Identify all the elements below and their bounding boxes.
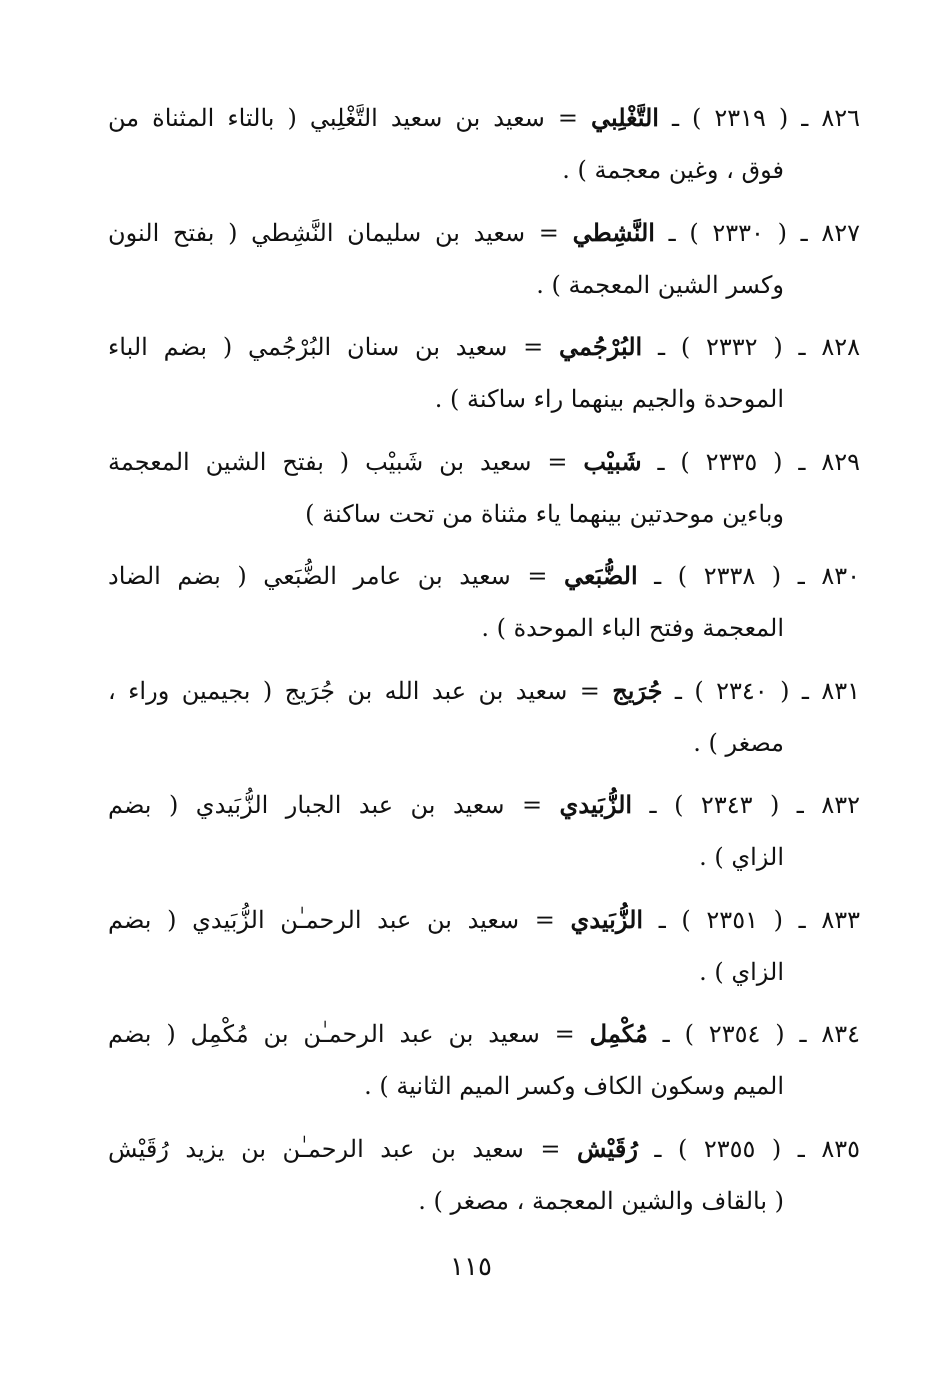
entry-line-1: ٨٢٦ ـ ( ٢٣١٩ ) ـ التَّغْلِبي = سعيد بن سعيد التَّغْلِبي ( بالتاء المثناة من bbox=[108, 103, 860, 132]
entry-text: = سعيد بن سليمان النَّشِطي ( بفتح النون bbox=[108, 218, 559, 247]
entry-continuation: المعجمة وفتح الباء الموحدة ) . bbox=[481, 614, 784, 642]
entry-continuation: ( بالقاف والشين المعجمة ، مصغر ) . bbox=[418, 1186, 784, 1215]
nisba-heading: التَّغْلِبي bbox=[590, 103, 659, 132]
nisba-heading: جُرَيج bbox=[612, 675, 663, 705]
entry-line-1: ٨٢٧ ـ ( ٢٣٣٠ ) ـ النَّشِطي = سعيد بن سليمان النَّشِطي ( بفتح النون bbox=[108, 217, 861, 247]
entry bbox=[108, 1123, 860, 1238]
entry-number: ٨٣٢ bbox=[821, 791, 860, 819]
nisba-heading: رُقَيْش bbox=[577, 1133, 638, 1163]
entry-number: ٨٣٠ bbox=[821, 562, 860, 590]
reference-number: ( ٢٣٤٣ ) bbox=[674, 791, 780, 819]
entry-text: = سعيد بن سعيد التَّغْلِبي ( بالتاء المثناة من bbox=[108, 104, 578, 132]
entry bbox=[108, 665, 860, 780]
entry-line-1: ٨٣٠ ـ ( ٢٣٣٨ ) ـ الضُّبَعي = سعيد بن عامر الضُّبَعي ( بضم الضاد bbox=[108, 561, 860, 590]
entry bbox=[108, 779, 860, 894]
entry-continuation: وكسر الشين المعجمة ) . bbox=[536, 270, 784, 299]
entry-line-1: ٨٢٩ ـ ( ٢٣٣٥ ) ـ شَبيْب = سعيد بن شَبيْب ( بفتح الشين المعجمة bbox=[108, 446, 860, 476]
entry-text: = سعيد بن عبد الرحمـٰن بن مُكْمِل ( بضم bbox=[108, 1020, 575, 1048]
entry-text: = سعيد بن عبد الجبار الزُّبَيدي ( بضم bbox=[108, 791, 543, 819]
reference-number: ( ٢٣٤٠ ) bbox=[694, 676, 790, 705]
entry-text: = سعيد بن عبد الرحمـٰن الزُّبَيدي ( بضم bbox=[108, 905, 555, 934]
reference-number: ( ٢٣٣٢ ) bbox=[680, 333, 783, 361]
entry-continuation: مصغر ) . bbox=[693, 728, 784, 757]
entry-continuation: فوق ، وغين معجمة ) . bbox=[562, 156, 784, 184]
entry-continuation: الزاي ) . bbox=[699, 957, 784, 986]
entry-continuation: الميم وسكون الكاف وكسر الميم الثانية ) . bbox=[364, 1072, 784, 1100]
entry-text: = سعيد بن عبد الله بن جُرَيج ( بجيمين وراء ، bbox=[108, 676, 600, 705]
nisba-heading: النَّشِطي bbox=[572, 217, 655, 247]
entry-number: ٨٢٦ bbox=[821, 104, 860, 132]
entry bbox=[108, 1008, 860, 1123]
entry-number: ٨٢٧ bbox=[821, 218, 861, 247]
page-number: ١١٥ bbox=[450, 1252, 492, 1282]
entry bbox=[108, 92, 860, 207]
entry-continuation: الموحدة والجيم بينهما راء ساكنة ) . bbox=[434, 385, 784, 413]
entry-text: = سعيد بن شَبيْب ( بفتح الشين المعجمة bbox=[108, 447, 568, 476]
nisba-heading: الزُّبَيدي bbox=[570, 904, 644, 934]
entry-text: = سعيد بن سنان البُرْجُمي ( بضم الباء bbox=[108, 333, 544, 361]
reference-number: ( ٢٣٥٥ ) bbox=[677, 1134, 782, 1163]
nisba-heading: الضُّبَعي bbox=[564, 561, 638, 590]
entry-line-1: ٨٣٤ ـ ( ٢٣٥٤ ) ـ مُكْمِل = سعيد بن عبد الرحمـٰن بن مُكْمِل ( بضم bbox=[108, 1019, 861, 1048]
entry-number: ٨٣٣ bbox=[821, 905, 860, 934]
entry-line-1: ٨٢٨ ـ ( ٢٣٣٢ ) ـ البُرْجُمي = سعيد بن سنان البُرْجُمي ( بضم الباء bbox=[108, 332, 860, 361]
nisba-heading: البُرْجُمي bbox=[559, 332, 643, 361]
entry-number: ٨٢٩ bbox=[821, 447, 860, 476]
nisba-heading: الزُّبَيدي bbox=[559, 790, 633, 819]
entry-line-1: ٨٣٥ ـ ( ٢٣٥٥ ) ـ رُقَيْش = سعيد بن عبد الرحمـٰن بن يزيد رُقَيْش bbox=[108, 1133, 860, 1163]
nisba-heading: مُكْمِل bbox=[589, 1019, 648, 1048]
reference-number: ( ٢٣٣٨ ) bbox=[677, 562, 782, 590]
entry-number: ٨٣٤ bbox=[821, 1020, 861, 1048]
entry-line-1: ٨٣١ ـ ( ٢٣٤٠ ) ـ جُرَيج = سعيد بن عبد الله بن جُرَيج ( بجيمين وراء ، bbox=[108, 675, 860, 705]
entries-list bbox=[108, 92, 860, 1237]
entry-number: ٨٣١ bbox=[821, 676, 860, 705]
entry bbox=[108, 894, 860, 1009]
reference-number: ( ٢٣٣٠ ) bbox=[689, 218, 787, 247]
entry bbox=[108, 550, 860, 665]
nisba-heading: شَبيْب bbox=[583, 446, 642, 476]
entry-text: = سعيد بن عبد الرحمـٰن بن يزيد رُقَيْش bbox=[108, 1134, 561, 1163]
entry-text: = سعيد بن عامر الضُّبَعي ( بضم الضاد bbox=[108, 562, 548, 590]
entry-line-1: ٨٣٢ ـ ( ٢٣٤٣ ) ـ الزُّبَيدي = سعيد بن عبد الجبار الزُّبَيدي ( بضم bbox=[108, 790, 860, 819]
entry bbox=[108, 436, 860, 551]
reference-number: ( ٢٣٥١ ) bbox=[681, 905, 783, 934]
entry bbox=[108, 321, 860, 436]
reference-number: ( ٢٣٣٥ ) bbox=[680, 447, 783, 476]
entry bbox=[108, 207, 860, 322]
reference-number: ( ٢٣٥٤ ) bbox=[684, 1020, 785, 1048]
entry-number: ٨٣٥ bbox=[821, 1134, 860, 1163]
entry-continuation: الزاي ) . bbox=[699, 843, 784, 871]
entry-continuation: وباءين موحدتين بينهما ياء مثناة من تحت ساكنة ) bbox=[305, 499, 784, 528]
reference-number: ( ٢٣١٩ ) bbox=[691, 104, 789, 132]
entry-line-1: ٨٣٣ ـ ( ٢٣٥١ ) ـ الزُّبَيدي = سعيد بن عبد الرحمـٰن الزُّبَيدي ( بضم bbox=[108, 904, 860, 934]
entry-number: ٨٢٨ bbox=[821, 333, 860, 361]
